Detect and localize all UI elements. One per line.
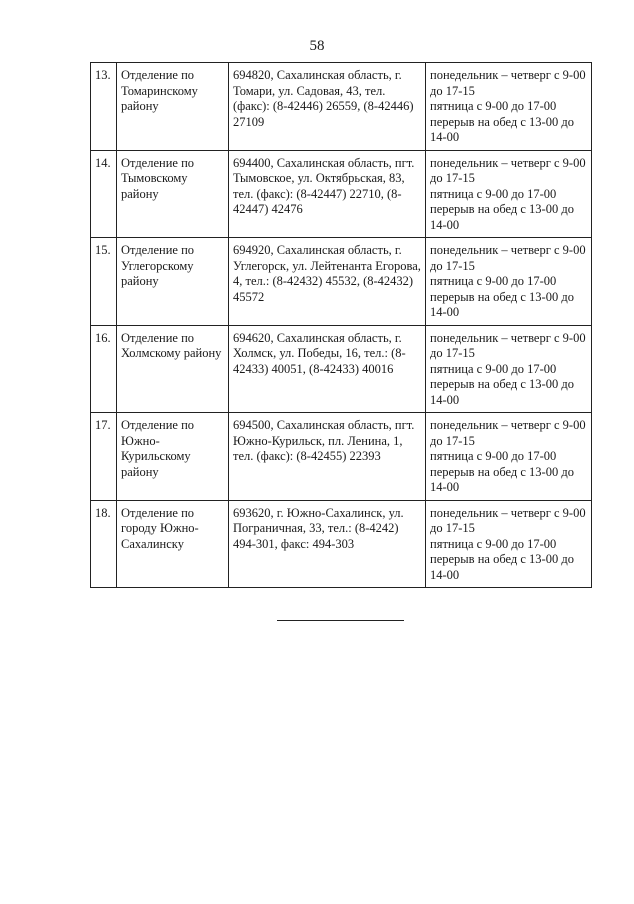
hours-weekdays: понедельник – четверг с 9-00 до 17-15 — [430, 68, 586, 98]
office-hours — [426, 150, 592, 238]
table-row — [91, 63, 592, 151]
row-number: 14. — [91, 150, 117, 238]
office-hours — [426, 500, 592, 588]
office-address: 693620, г. Южно-Сахалинск, ул. Пограничная, 33, тел.: (8-4242) 494-301, факс: 494-303 — [229, 500, 426, 588]
hours-friday: пятница с 9-00 до 17-00 — [430, 274, 557, 288]
row-number: 16. — [91, 325, 117, 413]
offices-table — [90, 62, 592, 588]
office-name: Отделение по Тымовскому району — [117, 150, 229, 238]
row-number: 18. — [91, 500, 117, 588]
hours-lunch-break: перерыв на обед с 13-00 до 14-00 — [430, 289, 574, 319]
office-name: Отделение по Южно-Курильскому району — [117, 413, 229, 501]
office-name: Отделение по Углегорскому району — [117, 238, 229, 326]
hours-lunch-break: перерыв на обед с 13-00 до 14-00 — [430, 202, 574, 232]
page-number: 58 — [309, 38, 325, 54]
table-row — [91, 238, 592, 326]
hours-friday: пятница с 9-00 до 17-00 — [430, 449, 557, 463]
hours-weekdays: понедельник – четверг с 9-00 до 17-15 — [430, 505, 586, 535]
office-address: 694620, Сахалинская область, г. Холмск, ул. Победы, 16, тел.: (8-42433) 40051, (8-42433) 40016 — [229, 325, 426, 413]
office-address: 694400, Сахалинская область, пгт. Тымовское, ул. Октябрьская, 83, тел. (факс): (8-42447) 22710, (8-42447) 42476 — [229, 150, 426, 238]
end-of-document-rule — [277, 620, 404, 621]
row-number: 17. — [91, 413, 117, 501]
hours-lunch-break: перерыв на обед с 13-00 до 14-00 — [430, 377, 574, 407]
office-address: 694500, Сахалинская область, пгт. Южно-Курильск, пл. Ленина, 1, тел. (факс): (8-42455) 22393 — [229, 413, 426, 501]
hours-weekdays: понедельник – четверг с 9-00 до 17-15 — [430, 155, 586, 185]
office-name: Отделение по Томаринскому району — [117, 63, 229, 151]
office-hours — [426, 238, 592, 326]
table-row — [91, 500, 592, 588]
hours-lunch-break: перерыв на обед с 13-00 до 14-00 — [430, 464, 574, 494]
office-name: Отделение по Холмскому району — [117, 325, 229, 413]
office-name: Отделение по городу Южно-Сахалинску — [117, 500, 229, 588]
hours-friday: пятница с 9-00 до 17-00 — [430, 99, 557, 113]
table-row — [91, 325, 592, 413]
hours-weekdays: понедельник – четверг с 9-00 до 17-15 — [430, 418, 586, 448]
row-number: 15. — [91, 238, 117, 326]
office-address: 694920, Сахалинская область, г. Углегорск, ул. Лейтенанта Егорова, 4, тел.: (8-42432) 45532, (8-42432) 45572 — [229, 238, 426, 326]
row-number: 13. — [91, 63, 117, 151]
hours-friday: пятница с 9-00 до 17-00 — [430, 361, 557, 376]
hours-friday: пятница с 9-00 до 17-00 — [430, 186, 557, 201]
office-hours — [426, 325, 592, 413]
office-hours — [426, 63, 592, 151]
hours-lunch-break: перерыв на обед с 13-00 до 14-00 — [430, 552, 574, 582]
hours-weekdays: понедельник – четверг с 9-00 до 17-15 — [430, 243, 586, 273]
hours-weekdays: понедельник – четверг с 9-00 до 17-15 — [430, 330, 586, 360]
office-hours — [426, 413, 592, 501]
hours-friday: пятница с 9-00 до 17-00 — [430, 536, 557, 551]
hours-lunch-break: перерыв на обед с 13-00 до 14-00 — [430, 114, 574, 144]
table-row — [91, 413, 592, 501]
table-row — [91, 150, 592, 238]
office-address: 694820, Сахалинская область, г. Томари, ул. Садовая, 43, тел. (факс): (8-42446) 26559, (8-42446) 27109 — [229, 63, 426, 151]
